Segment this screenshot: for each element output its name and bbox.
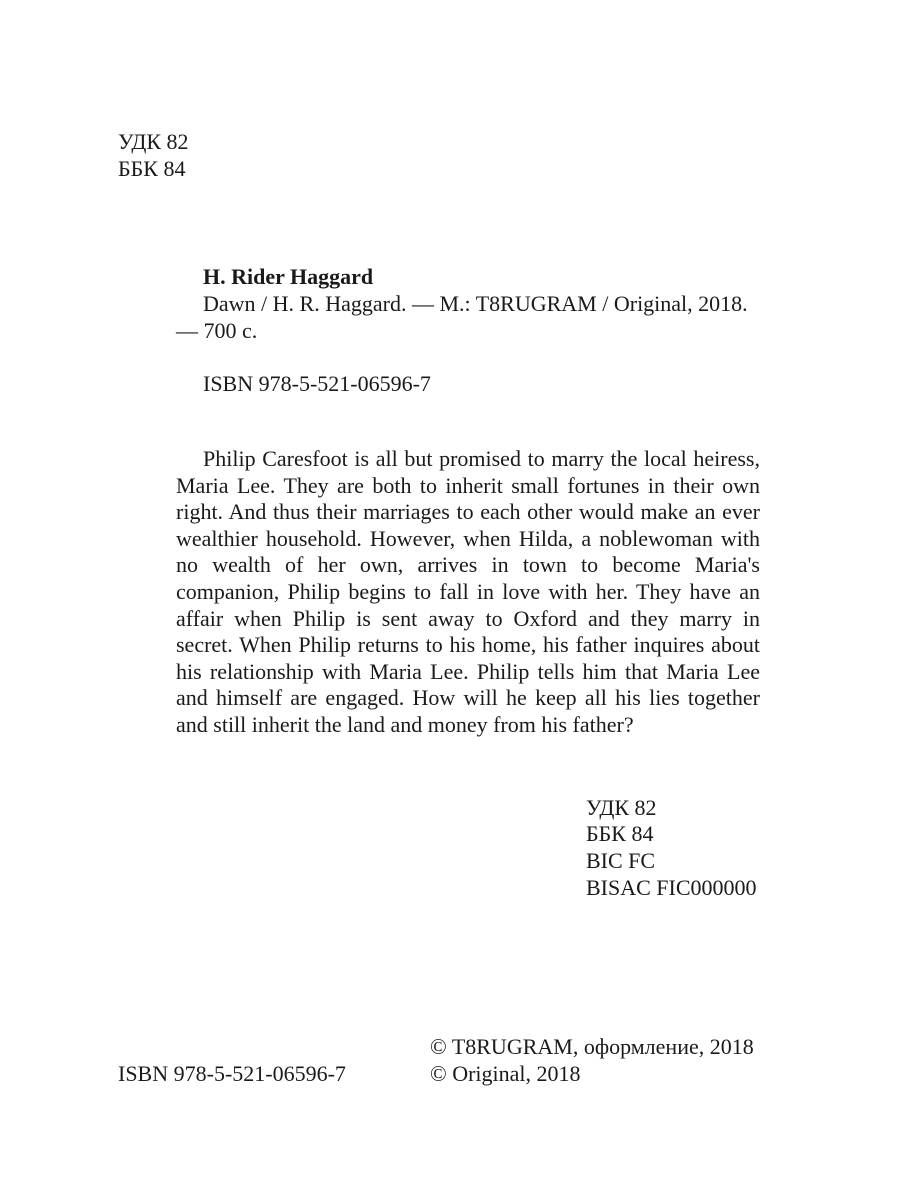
page-count: — 700 c. [176, 318, 258, 343]
class-udk: УДК 82 [586, 795, 657, 820]
top-udk-code: УДК 82 [118, 129, 189, 154]
class-bisac: BISAC FIC000000 [586, 875, 757, 900]
title-statement: Dawn / H. R. Haggard. — M.: T8RUGRAM / Original, 2018. [203, 291, 748, 316]
class-bic: BIC FC [586, 848, 656, 873]
isbn-main: ISBN 978-5-521-06596-7 [203, 371, 431, 396]
abstract-text: Philip Caresfoot is all but promised to marry the local heiress, Maria Lee. They are both to inherit small fortunes in their own right. And thus their marriages to each other would make an ever wealthier household. However, when Hilda, a noblewoman with no wealth of her own, arrives in town to become Maria's companion, Philip begins to fall in love with her. They have an affair when Philip is sent away to Oxford and they marry in secret. When Philip returns to his home, his father inquires about his relationship with Maria Lee. Philip tells him that Maria Lee and himself are engaged. How will he keep all his lies together and still inherit the land and money from his father? [176, 446, 760, 737]
copyright-publisher: © T8RUGRAM, оформление, 2018 [430, 1034, 754, 1059]
isbn-footer: ISBN 978-5-521-06596-7 [118, 1061, 346, 1086]
author-name: H. Rider Haggard [203, 264, 374, 289]
copyright-original: © Original, 2018 [430, 1061, 581, 1086]
top-bbk-code: ББК 84 [118, 156, 186, 181]
class-bbk: ББК 84 [586, 821, 654, 846]
abstract-block [176, 446, 760, 739]
